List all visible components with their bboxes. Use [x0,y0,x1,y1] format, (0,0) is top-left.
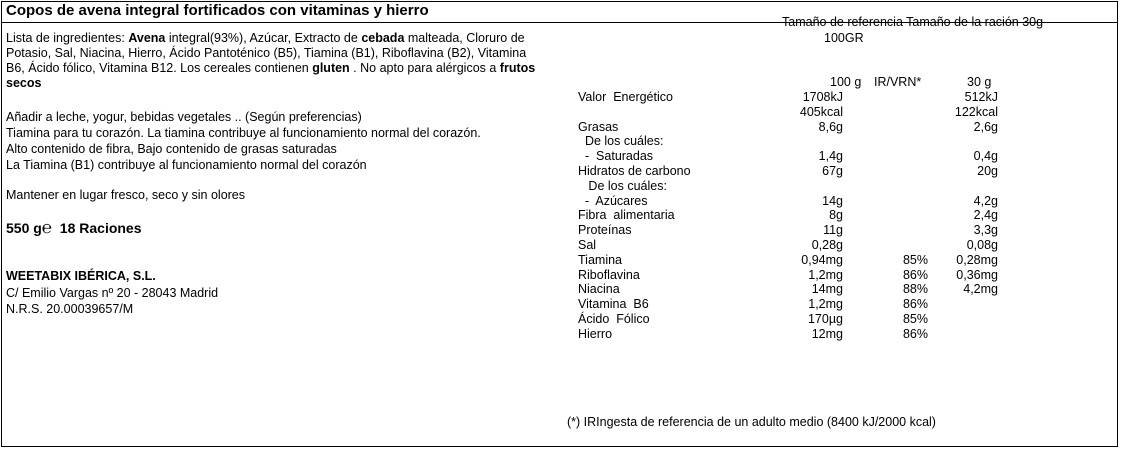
nutrient-label: Grasas [578,119,619,134]
value-per-30g: 0,08g [966,238,998,252]
storage-instructions: Mantener en lugar fresco, seco y sin olores [6,188,246,202]
nutrition-row [578,134,1038,149]
ingredients-part1: integral(93%), Azúcar, Extracto de [165,31,362,45]
value-per-30g: 0,28mg [956,252,998,267]
reference-size-header: Tamaño de referencia Tamaño de la ración 30g [782,15,1044,29]
claim-thiamine-b1: La Tiamina (B1) contribuye al funcionamiento normal del corazón [6,158,367,172]
nutrition-row [578,268,1038,283]
nutrition-row [578,312,1038,327]
nutrition-row [578,90,1038,105]
nutrition-row [578,194,1038,209]
nutrition-row [578,120,1038,135]
nutrient-label: De los cuáles: [578,134,664,149]
nutrient-label: Hierro [578,326,613,341]
net-weight: 550 g [6,220,42,236]
nutrient-label: Niacina [578,282,620,297]
ingredient-cebada: cebada [361,31,405,45]
value-per-100g: 170µg [807,312,843,326]
nutrition-row [578,223,1038,238]
ingredients-prefix: Lista de ingredientes: [6,31,129,45]
ingredient-avena: Avena [128,31,166,45]
product-title: Copos de avena integral fortificados con vitaminas y hierro [6,2,429,19]
col-header-100g: 100 g [830,75,862,89]
nutrient-label: Hidratos de carbono [578,164,691,178]
value-per-30g: 4,2g [973,193,998,208]
nutrient-label: De los cuáles: [578,178,667,193]
nutrient-label: Valor Energético [578,90,673,104]
nutrition-row [578,238,1038,253]
estimated-sign-icon: ℮ [41,218,53,237]
nutrient-label: Tiamina [578,252,622,267]
nutrition-row [578,149,1038,164]
nutrition-row [578,253,1038,268]
value-per-30g: 0,4g [973,149,998,164]
ingredients-part3: . No apto para alérgicos a [349,61,500,75]
claim-usage: Añadir a leche, yogur, bebidas vegetales .. (Según preferencias) [6,110,362,124]
nutrient-label: Vitamina B6 [578,297,649,312]
allergen-gluten: gluten [312,61,350,75]
reference-size-value: 100GR [824,31,864,45]
nutrition-row [578,208,1038,223]
value-per-100g: 0,94mg [801,252,843,267]
claim-fiber-fat: Alto contenido de fibra, Bajo contenido de grasas saturadas [6,142,337,156]
value-per-100g: 405kcal [799,104,843,119]
col-header-ir: IR/VRN* [874,75,922,89]
nutrient-label: Ácido Fólico [578,312,650,326]
company-address: C/ Emilio Vargas nº 20 - 28043 Madrid [6,286,219,300]
value-per-30g: 3,3g [973,223,998,238]
col-header-30g: 30 g [967,75,992,89]
nutrient-label: Sal [578,238,597,252]
nutrient-label: - Azúcares [578,193,648,208]
value-per-100g: 12mg [811,326,843,341]
value-per-30g: 20g [977,164,998,178]
value-per-100g: 14mg [811,282,843,297]
allergen-frutos-secos: frutos secos [6,61,536,90]
nutrition-row [578,164,1038,179]
nutrition-row [578,297,1038,312]
value-per-100g: 14g [822,193,843,208]
value-per-100g: 11g [823,223,843,238]
value-ir-percent: 86% [902,267,928,282]
value-per-100g: 1,2mg [808,297,843,312]
value-per-30g: 4,2mg [963,282,998,297]
nutrition-row [578,105,1038,120]
value-per-100g: 67g [822,164,843,178]
value-per-30g: 122kcal [954,104,998,119]
value-ir-percent: 88% [902,282,928,297]
nutrient-label: Riboflavina [578,267,640,282]
value-per-100g: 1,4g [818,149,843,164]
nutrient-label: Proteínas [578,223,632,238]
value-per-30g: 2,6g [973,119,998,134]
ingredients-text [6,31,546,91]
value-ir-percent: 86% [902,326,928,341]
company-name: WEETABIX IBÉRICA, S.L. [6,269,156,283]
footnote: (*) IRIngesta de referencia de un adulto medio (8400 kJ/2000 kcal) [567,415,936,429]
nutrient-label: Fibra alimentaria [578,208,675,223]
value-per-100g: 8,6g [818,119,843,134]
claim-thiamine-heart: Tiamina para tu corazón. La tiamina contribuye al funcionamiento normal del corazón. [6,126,481,140]
nutrition-row [578,282,1038,297]
company-registration: N.R.S. 20.00039657/M [6,302,134,316]
nutrient-label: - Saturadas [578,149,654,164]
portion-count: 18 Raciones [59,220,142,236]
net-quantity [6,220,142,236]
value-per-100g: 1,2mg [808,267,843,282]
value-per-100g: 1708kJ [802,90,843,104]
value-per-100g: 0,28g [811,238,843,252]
ingredients-part2: malteada, Cloruro de Potasio, Sal, Niacina, Hierro, Ácido Pantoténico (B5), Tiamina (B1), Riboflavina (B2), Vitamina B6, Ácido fólico, Vitamina B12. Los cereales contienen [6,31,527,75]
nutrition-row [578,179,1038,194]
value-per-100g: 8g [829,208,843,223]
value-ir-percent: 86% [902,297,928,312]
value-per-30g: 0,36mg [956,267,998,282]
value-per-30g: 2,4g [973,208,998,223]
value-ir-percent: 85% [902,312,928,326]
value-ir-percent: 85% [902,252,928,267]
nutrition-row [578,327,1038,342]
value-per-30g: 512kJ [964,90,998,104]
